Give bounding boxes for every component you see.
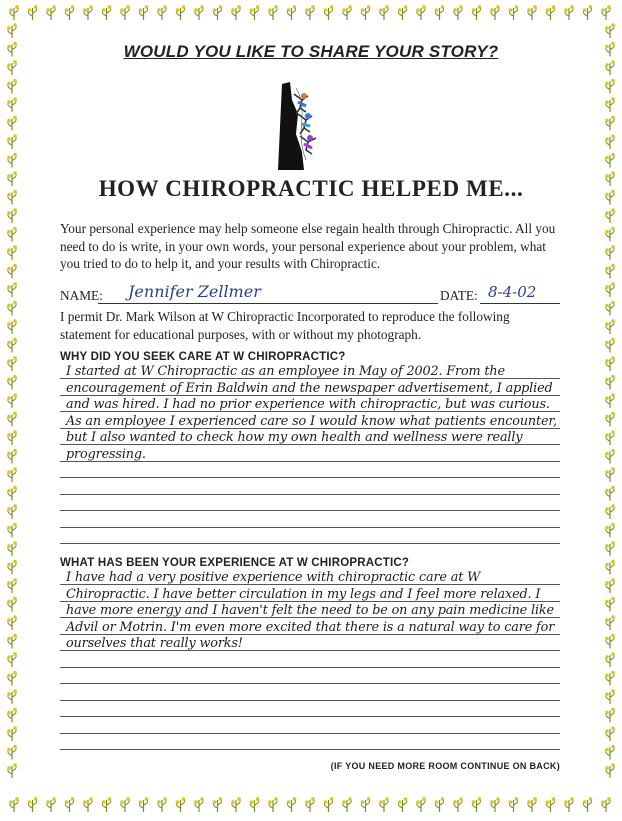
- flower-sprig-icon: [7, 449, 17, 464]
- flower-sprig-icon: [7, 634, 17, 649]
- flower-sprig-icon: [7, 338, 17, 353]
- flower-sprig-icon: [605, 245, 615, 260]
- flower-sprig-icon: [472, 5, 482, 20]
- flower-sprig-icon: [157, 797, 167, 812]
- flower-sprig-icon: [176, 797, 186, 812]
- flower-sprig-icon: [564, 797, 574, 812]
- flower-sprig-icon: [605, 393, 615, 408]
- ruled-line: [60, 527, 560, 528]
- flower-sprig-icon: [605, 541, 615, 556]
- flower-sprig-icon: [416, 797, 426, 812]
- flower-sprig-icon: [250, 797, 260, 812]
- flower-sprig-icon: [46, 797, 56, 812]
- flower-sprig-icon: [7, 227, 17, 242]
- ruled-line: [60, 700, 560, 701]
- flower-sprig-icon: [7, 134, 17, 149]
- flower-sprig-icon: [605, 23, 615, 38]
- flower-sprig-icon: [605, 134, 615, 149]
- flower-sprig-icon: [7, 763, 17, 778]
- flower-sprig-icon: [213, 797, 223, 812]
- flower-sprig-icon: [490, 797, 500, 812]
- flower-sprig-icon: [7, 190, 17, 205]
- flower-sprig-icon: [65, 5, 75, 20]
- flower-sprig-icon: [605, 449, 615, 464]
- question-why-seek-care: WHY DID YOU SEEK CARE AT W CHIROPRACTIC?: [60, 351, 346, 363]
- flower-sprig-icon: [605, 338, 615, 353]
- flower-sprig-icon: [398, 797, 408, 812]
- rock-climbers-icon: [276, 80, 336, 172]
- flower-sprig-icon: [379, 797, 389, 812]
- flower-sprig-icon: [605, 671, 615, 686]
- flower-sprig-icon: [287, 797, 297, 812]
- flower-sprig-icon: [268, 797, 278, 812]
- flower-sprig-icon: [28, 797, 38, 812]
- flower-sprig-icon: [605, 486, 615, 501]
- flower-sprig-icon: [472, 797, 482, 812]
- flower-sprig-icon: [605, 227, 615, 242]
- flower-sprig-icon: [605, 652, 615, 667]
- flower-sprig-icon: [139, 797, 149, 812]
- flower-sprig-icon: [7, 301, 17, 316]
- flower-sprig-icon: [139, 5, 149, 20]
- flower-sprig-icon: [120, 5, 130, 20]
- flower-sprig-icon: [7, 375, 17, 390]
- flower-sprig-icon: [268, 5, 278, 20]
- ruled-line: [60, 494, 560, 495]
- flower-sprig-icon: [7, 671, 17, 686]
- flower-sprig-icon: [605, 116, 615, 131]
- flower-sprig-icon: [7, 486, 17, 501]
- flower-sprig-icon: [194, 797, 204, 812]
- flower-sprig-icon: [7, 430, 17, 445]
- flower-sprig-icon: [46, 5, 56, 20]
- flower-sprig-icon: [7, 560, 17, 575]
- question-experience: WHAT HAS BEEN YOUR EXPERIENCE AT W CHIROPRACTIC?: [60, 557, 410, 569]
- flower-sprig-icon: [9, 5, 19, 20]
- flower-sprig-icon: [605, 689, 615, 704]
- flower-sprig-icon: [7, 264, 17, 279]
- flower-sprig-icon: [605, 171, 615, 186]
- flower-sprig-icon: [7, 504, 17, 519]
- flower-sprig-icon: [583, 5, 593, 20]
- flower-sprig-icon: [605, 745, 615, 760]
- flower-sprig-icon: [7, 597, 17, 612]
- intro-text: Your personal experience may help someone else regain health through Chiropractic. All you need to do is write, in your own words, your personal experience about your problem, what you tried to do to help it, and your results with Chiropractic.: [60, 221, 556, 271]
- flower-sprig-icon: [453, 797, 463, 812]
- flower-sprig-icon: [83, 5, 93, 20]
- flower-sprig-icon: [65, 797, 75, 812]
- flower-sprig-icon: [509, 5, 519, 20]
- flower-sprig-icon: [7, 523, 17, 538]
- flower-sprig-icon: [605, 153, 615, 168]
- flower-sprig-icon: [157, 5, 167, 20]
- flower-sprig-icon: [231, 797, 241, 812]
- flower-sprig-icon: [305, 797, 315, 812]
- answer-why-seek-care[interactable]: [60, 364, 560, 548]
- ruled-line: [60, 749, 560, 750]
- flower-sprig-icon: [453, 5, 463, 20]
- flower-sprig-icon: [435, 5, 445, 20]
- flower-sprig-icon: [605, 97, 615, 112]
- flower-sprig-icon: [102, 5, 112, 20]
- flower-sprig-icon: [605, 726, 615, 741]
- flower-sprig-icon: [342, 797, 352, 812]
- flower-sprig-icon: [176, 5, 186, 20]
- flower-sprig-icon: [324, 797, 334, 812]
- flower-sprig-icon: [9, 797, 19, 812]
- flower-sprig-icon: [7, 60, 17, 75]
- flower-sprig-icon: [7, 356, 17, 371]
- flower-sprig-icon: [305, 5, 315, 20]
- flower-sprig-icon: [605, 301, 615, 316]
- flower-sprig-icon: [7, 708, 17, 723]
- flower-sprig-icon: [83, 797, 93, 812]
- flower-sprig-icon: [7, 79, 17, 94]
- flower-sprig-icon: [601, 5, 611, 20]
- flower-sprig-icon: [605, 60, 615, 75]
- flower-sprig-icon: [605, 615, 615, 630]
- ruled-line: [60, 716, 560, 717]
- flower-sprig-icon: [605, 578, 615, 593]
- date-label: DATE:: [440, 288, 478, 303]
- answer-experience[interactable]: [60, 570, 560, 754]
- flower-sprig-icon: [7, 578, 17, 593]
- flower-sprig-icon: [605, 319, 615, 334]
- flower-sprig-icon: [605, 264, 615, 279]
- flower-sprig-icon: [231, 5, 241, 20]
- flower-sprig-icon: [509, 797, 519, 812]
- flower-sprig-icon: [605, 523, 615, 538]
- name-field[interactable]: [98, 279, 438, 304]
- flower-sprig-icon: [7, 412, 17, 427]
- flower-sprig-icon: [527, 5, 537, 20]
- flower-sprig-icon: [546, 797, 556, 812]
- answer-text: I have had a very positive experience with chiropractic care at W Chiropractic. I have better circulation in my legs and I feel more relaxed. I have more energy and I haven't felt the need to be on any pain medicine like Advil or Motrin. I'm even more excited that there is a natural way to care for ourselves that really works!: [66, 570, 555, 651]
- flower-sprig-icon: [605, 467, 615, 482]
- flower-sprig-icon: [605, 708, 615, 723]
- flower-sprig-icon: [7, 23, 17, 38]
- flower-sprig-icon: [490, 5, 500, 20]
- flower-sprig-icon: [527, 797, 537, 812]
- ruled-line: [60, 667, 560, 668]
- flower-sprig-icon: [120, 797, 130, 812]
- flower-sprig-icon: [605, 356, 615, 371]
- flower-sprig-icon: [583, 797, 593, 812]
- flower-sprig-icon: [605, 634, 615, 649]
- flower-sprig-icon: [605, 412, 615, 427]
- flower-sprig-icon: [7, 42, 17, 57]
- ruled-line: [60, 543, 560, 544]
- flower-sprig-icon: [7, 467, 17, 482]
- story-form: [30, 30, 592, 790]
- flower-sprig-icon: [7, 171, 17, 186]
- flower-sprig-icon: [361, 5, 371, 20]
- flower-sprig-icon: [194, 5, 204, 20]
- flower-sprig-icon: [605, 282, 615, 297]
- form-heading: HOW CHIROPRACTIC HELPED ME...: [98, 176, 524, 201]
- flower-sprig-icon: [605, 560, 615, 575]
- flower-sprig-icon: [605, 763, 615, 778]
- flower-sprig-icon: [102, 797, 112, 812]
- flower-sprig-icon: [605, 190, 615, 205]
- name-value: Jennifer Zellmer: [128, 282, 261, 301]
- name-date-row: [60, 280, 560, 308]
- flower-sprig-icon: [416, 5, 426, 20]
- flower-sprig-icon: [7, 615, 17, 630]
- answer-text: I started at W Chiropractic as an employee in May of 2002. From the encouragement of Erin Baldwin and the newspaper advertisement, I applied and was hired. I had no prior experience with chiropractic, but was curious. As an employee I experienced care so I would know what patients encounter, but I also wanted to check how my own health and wellness were really progressing.: [66, 364, 557, 462]
- flower-sprig-icon: [605, 504, 615, 519]
- flower-sprig-icon: [7, 245, 17, 260]
- name-label: NAME:: [60, 288, 103, 303]
- flower-sprig-icon: [601, 797, 611, 812]
- permission-statement: I permit Dr. Mark Wilson at W Chiropractic Incorporated to reproduce the following statement for educational purposes, with or without my photograph.: [60, 309, 510, 342]
- flower-sprig-icon: [605, 208, 615, 223]
- flower-sprig-icon: [7, 652, 17, 667]
- ruled-line: [60, 683, 560, 684]
- flower-sprig-icon: [7, 116, 17, 131]
- flower-sprig-icon: [7, 393, 17, 408]
- flower-sprig-icon: [605, 79, 615, 94]
- flower-sprig-icon: [398, 5, 408, 20]
- flower-sprig-icon: [435, 797, 445, 812]
- flower-sprig-icon: [342, 5, 352, 20]
- date-value: 8-4-02: [488, 283, 537, 301]
- flower-sprig-icon: [7, 726, 17, 741]
- flower-sprig-icon: [605, 375, 615, 390]
- flower-sprig-icon: [287, 5, 297, 20]
- ruled-line: [60, 477, 560, 478]
- flower-sprig-icon: [7, 153, 17, 168]
- date-field[interactable]: [480, 279, 560, 304]
- flower-sprig-icon: [605, 597, 615, 612]
- flower-sprig-icon: [7, 541, 17, 556]
- flower-sprig-icon: [605, 42, 615, 57]
- flower-sprig-icon: [7, 689, 17, 704]
- flower-sprig-icon: [213, 5, 223, 20]
- ruled-line: [60, 733, 560, 734]
- flower-sprig-icon: [250, 5, 260, 20]
- continue-note: (IF YOU NEED MORE ROOM CONTINUE ON BACK): [330, 761, 560, 771]
- flower-sprig-icon: [7, 97, 17, 112]
- ruled-line: [60, 510, 560, 511]
- flower-sprig-icon: [546, 5, 556, 20]
- flower-sprig-icon: [564, 5, 574, 20]
- flower-sprig-icon: [324, 5, 334, 20]
- flower-sprig-icon: [361, 797, 371, 812]
- flower-sprig-icon: [7, 319, 17, 334]
- flower-sprig-icon: [7, 282, 17, 297]
- flower-sprig-icon: [7, 208, 17, 223]
- flower-sprig-icon: [7, 745, 17, 760]
- flower-sprig-icon: [379, 5, 389, 20]
- flower-sprig-icon: [28, 5, 38, 20]
- flower-sprig-icon: [605, 430, 615, 445]
- form-headline: WOULD YOU LIKE TO SHARE YOUR STORY?: [123, 42, 499, 61]
